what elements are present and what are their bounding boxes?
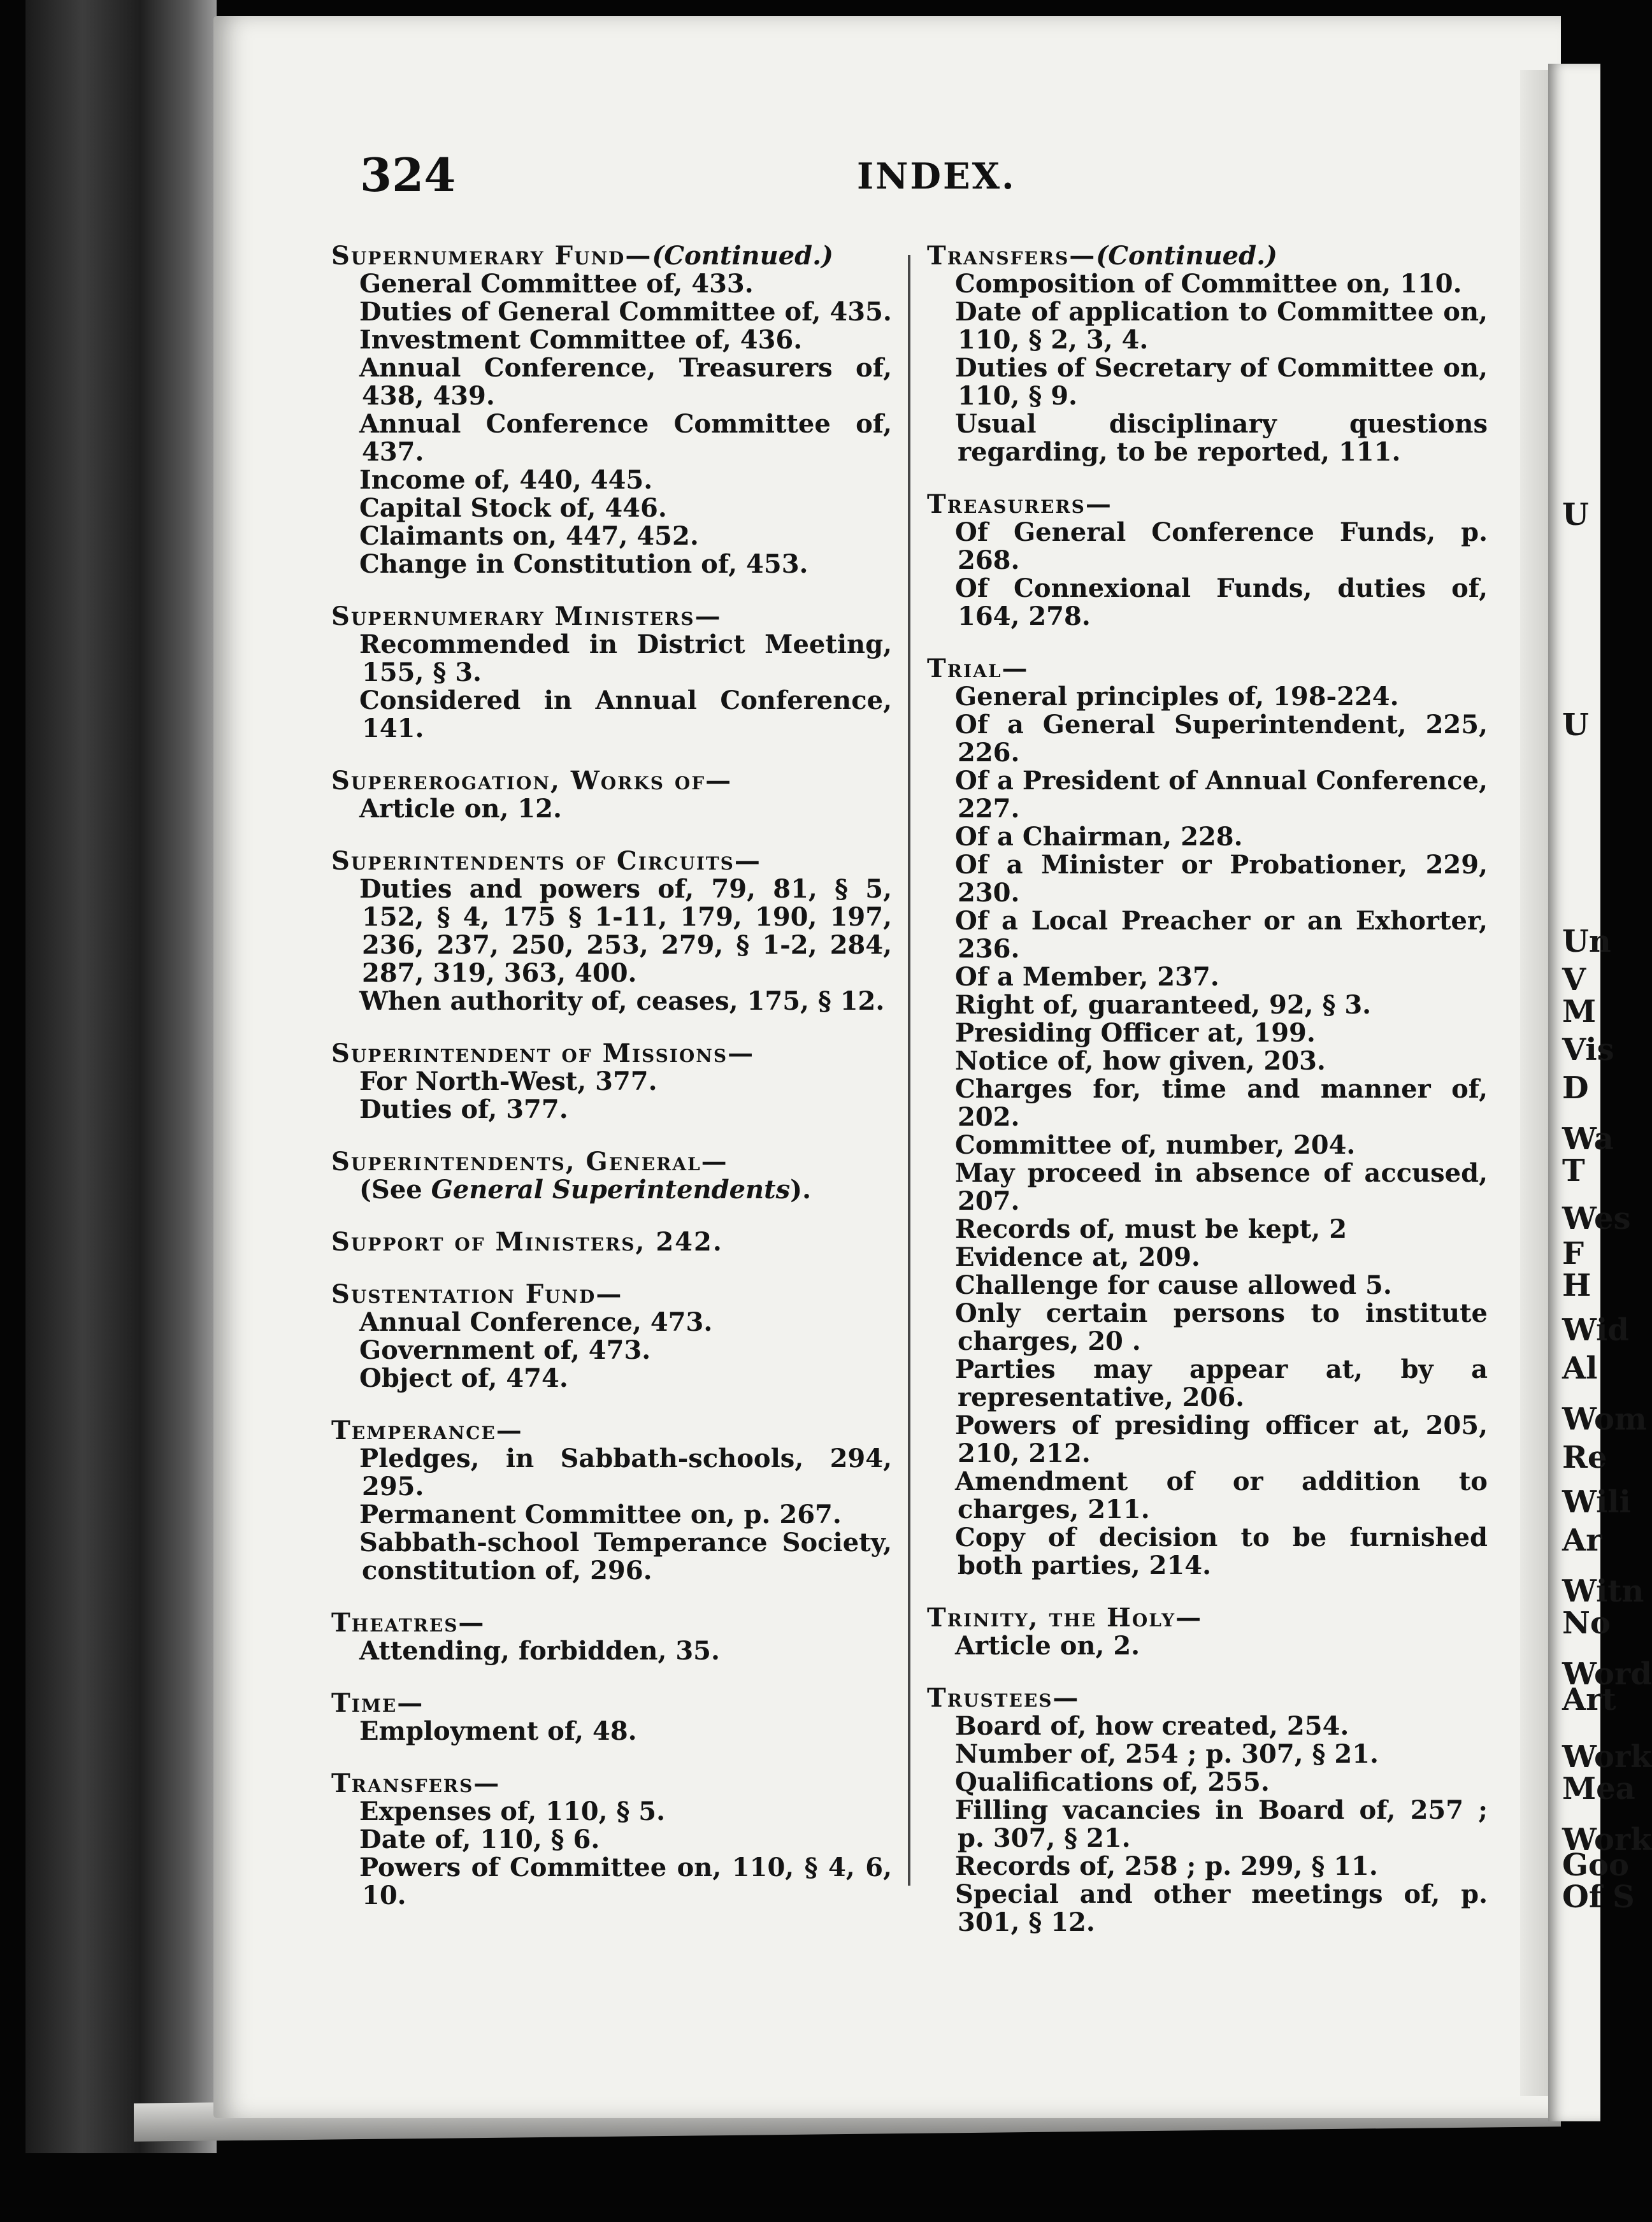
- index-heading: Superintendents of Circuits—: [331, 846, 761, 876]
- index-subentry: Date of application to Committee on, 110, § 2, 3, 4.: [955, 297, 1488, 355]
- index-subentry: Committee of, number, 204.: [955, 1130, 1356, 1160]
- index-subentry: Of a General Superintendent, 225, 226.: [955, 710, 1488, 768]
- index-entry: [331, 767, 892, 823]
- index-entry: [331, 1148, 892, 1204]
- index-entry: [331, 1228, 892, 1256]
- facing-page-text: F: [1562, 1236, 1584, 1272]
- index-subentry: Government of, 473.: [359, 1335, 651, 1365]
- index-subentry: May proceed in absence of accused, 207.: [955, 1158, 1488, 1216]
- index-subentry: General Committee of, 433.: [359, 269, 754, 299]
- index-subentry: Qualifications of, 255.: [955, 1767, 1270, 1797]
- index-subentry: Copy of decision to be furnished both parties, 214.: [955, 1523, 1488, 1580]
- index-subentry: Of a Member, 237.: [955, 962, 1219, 992]
- continued-note: (Continued.): [1096, 241, 1277, 271]
- index-subentry: Of a Chairman, 228.: [955, 822, 1243, 852]
- index-subentry: Parties may appear at, by a representative, 206.: [955, 1354, 1488, 1412]
- index-heading: Theatres—: [331, 1608, 485, 1638]
- index-subentry: Records of, must be kept, 2: [955, 1214, 1347, 1244]
- facing-page-text: Art: [1562, 1682, 1616, 1717]
- facing-page-text: Wa: [1562, 1121, 1614, 1157]
- index-subentry: When authority of, ceases, 175, § 12.: [359, 986, 885, 1016]
- index-subentry: Special and other meetings of, p. 301, § 12.: [955, 1879, 1488, 1937]
- index-entry: [927, 491, 1488, 631]
- index-subentry: Change in Constitution of, 453.: [359, 549, 808, 579]
- index-heading: Time—: [331, 1688, 424, 1718]
- index-column-left: [331, 242, 892, 1934]
- facing-page-text: V: [1562, 962, 1586, 998]
- index-heading: Supernumerary Fund—(Continued.): [331, 241, 833, 271]
- index-subentry: Powers of presiding officer at, 205, 210, 212.: [955, 1410, 1488, 1468]
- index-subentry: Of a Minister or Probationer, 229, 230.: [955, 850, 1488, 908]
- see-reference: (See General Superintendents).: [359, 1175, 811, 1205]
- index-entry: [331, 847, 892, 1015]
- facing-page-text: Mea: [1562, 1771, 1635, 1807]
- index-heading: Trustees—: [927, 1683, 1080, 1713]
- facing-page-text: Wid: [1562, 1312, 1629, 1348]
- index-heading: Support of Ministers, 242.: [331, 1227, 723, 1257]
- index-heading: Superintendent of Missions—: [331, 1038, 755, 1068]
- index-subentry: Presiding Officer at, 199.: [955, 1018, 1316, 1048]
- index-entry: [331, 1280, 892, 1393]
- index-subentry: Of a President of Annual Conference, 227.: [955, 766, 1488, 824]
- index-heading: Treasurers—: [927, 489, 1112, 519]
- index-subentry: Capital Stock of, 446.: [359, 493, 667, 523]
- index-subentry: Of General Conference Funds, p. 268.: [955, 517, 1488, 575]
- index-subentry: Recommended in District Meeting, 155, § 3.: [359, 629, 892, 687]
- column-divider: [908, 255, 910, 1886]
- index-heading: Transfers—: [331, 1768, 501, 1798]
- index-subentry: Article on, 12.: [359, 794, 562, 824]
- index-subentry: Duties and powers of, 79, 81, § 5, 152, § 4, 175 § 1-11, 179, 190, 197, 236, 237, 250, 253, 279, § 1-2, 284, 287, 319, 363, 400.: [359, 874, 892, 988]
- book-binding: [25, 0, 217, 2153]
- index-subentry: Of Connexional Funds, duties of, 164, 278.: [955, 573, 1488, 631]
- facing-page-text: Witn: [1562, 1573, 1644, 1609]
- continued-note: (Continued.): [652, 241, 833, 271]
- facing-page-fragment: [1548, 64, 1652, 2121]
- index-subentry: Composition of Committee on, 110.: [955, 269, 1462, 299]
- index-entry: [331, 1609, 892, 1665]
- index-subentry: Annual Conference Committee of, 437.: [359, 409, 892, 467]
- index-entry: [331, 1689, 892, 1745]
- facing-page-text: Wes: [1562, 1201, 1631, 1236]
- facing-page-text: Al: [1562, 1351, 1598, 1386]
- page-number: 324: [360, 148, 456, 202]
- index-subentry: Charges for, time and manner of, 202.: [955, 1074, 1488, 1132]
- index-subentry: Only certain persons to institute charges, 20 .: [955, 1298, 1488, 1356]
- facing-page-text: Un: [1562, 924, 1611, 959]
- facing-page-text: M: [1562, 994, 1597, 1029]
- index-subentry: Considered in Annual Conference, 141.: [359, 685, 892, 743]
- index-subentry: Records of, 258 ; p. 299, § 11.: [955, 1851, 1378, 1881]
- facing-page-text: Of S: [1562, 1879, 1635, 1915]
- index-subentry: Pledges, in Sabbath-schools, 294, 295.: [359, 1444, 892, 1502]
- index-subentry: Income of, 440, 445.: [359, 465, 653, 495]
- index-entry: [927, 1604, 1488, 1660]
- facing-page-text: H: [1562, 1268, 1591, 1303]
- index-entry: [927, 655, 1488, 1580]
- index-subentry: Number of, 254 ; p. 307, § 21.: [955, 1739, 1379, 1769]
- index-subentry: Permanent Committee on, p. 267.: [359, 1500, 842, 1530]
- index-subentry: Filling vacancies in Board of, 257 ; p. 307, § 21.: [955, 1795, 1488, 1853]
- index-subentry: Evidence at, 209.: [955, 1242, 1200, 1272]
- index-heading: Sustentation Fund—: [331, 1279, 623, 1309]
- index-heading: Trial—: [927, 654, 1029, 684]
- facing-page-text: Word: [1562, 1656, 1652, 1692]
- index-column-right: [927, 242, 1488, 1961]
- facing-page-text: Vis: [1562, 1032, 1614, 1068]
- facing-page-text: U: [1562, 497, 1589, 533]
- facing-page-text: Wom: [1562, 1401, 1647, 1437]
- facing-page-text: D: [1562, 1070, 1589, 1106]
- index-subentry: Duties of Secretary of Committee on, 110, § 9.: [955, 353, 1488, 411]
- index-subentry: Sabbath-school Temperance Society, constitution of, 296.: [359, 1528, 892, 1586]
- facing-page-text: Goo: [1562, 1847, 1630, 1883]
- index-subentry: Duties of General Committee of, 435.: [359, 297, 892, 327]
- facing-page-text: Wili: [1562, 1484, 1631, 1520]
- index-subentry: Investment Committee of, 436.: [359, 325, 803, 355]
- index-heading: Supererogation, Works of—: [331, 766, 733, 796]
- index-heading: Temperance—: [331, 1416, 523, 1445]
- page-title: INDEX.: [857, 155, 1016, 197]
- index-subentry: Article on, 2.: [955, 1631, 1140, 1661]
- index-subentry: Annual Conference, 473.: [359, 1307, 713, 1337]
- index-entry: [331, 1040, 892, 1124]
- facing-page-text: U: [1562, 707, 1589, 743]
- index-subentry: Duties of, 377.: [359, 1094, 568, 1124]
- facing-page-text: T: [1562, 1153, 1585, 1189]
- index-subentry: Annual Conference, Treasurers of, 438, 439.: [359, 353, 892, 411]
- index-subentry: Of a Local Preacher or an Exhorter, 236.: [955, 906, 1488, 964]
- facing-page-text: Work: [1562, 1822, 1652, 1858]
- index-entry: [331, 242, 892, 578]
- index-subentry: Amendment of or addition to charges, 211.: [955, 1466, 1488, 1524]
- index-subentry: Object of, 474.: [359, 1363, 568, 1393]
- index-entry: [927, 1684, 1488, 1937]
- index-subentry: Employment of, 48.: [359, 1716, 637, 1746]
- index-subentry: Usual disciplinary questions regarding, to be reported, 111.: [955, 409, 1488, 467]
- index-heading: Supernumerary Ministers—: [331, 601, 722, 631]
- facing-page-text: No: [1562, 1605, 1611, 1641]
- index-subentry: Notice of, how given, 203.: [955, 1046, 1326, 1076]
- index-subentry: For North-West, 377.: [359, 1066, 657, 1096]
- index-subentry: General principles of, 198-224.: [955, 682, 1399, 712]
- facing-page-text: Re: [1562, 1440, 1607, 1475]
- index-heading: Trinity, the Holy—: [927, 1603, 1203, 1633]
- index-heading: Transfers—(Continued.): [927, 241, 1277, 271]
- index-entry: [331, 603, 892, 743]
- index-subentry: Powers of Committee on, 110, § 4, 6, 10.: [359, 1853, 892, 1910]
- index-subentry: Right of, guaranteed, 92, § 3.: [955, 990, 1372, 1020]
- index-subentry: Board of, how created, 254.: [955, 1711, 1349, 1741]
- index-subentry: Claimants on, 447, 452.: [359, 521, 699, 551]
- facing-page-text: Work: [1562, 1739, 1652, 1775]
- index-subentry: Challenge for cause allowed 5.: [955, 1270, 1392, 1300]
- index-subentry: Date of, 110, § 6.: [359, 1824, 600, 1854]
- index-entry: [331, 1770, 892, 1910]
- facing-page-text: Ar: [1562, 1523, 1602, 1558]
- index-entry: [927, 242, 1488, 466]
- index-subentry: Expenses of, 110, § 5.: [359, 1796, 666, 1826]
- index-heading: Superintendents, General—: [331, 1147, 728, 1177]
- index-entry: [331, 1417, 892, 1585]
- index-subentry: Attending, forbidden, 35.: [359, 1636, 720, 1666]
